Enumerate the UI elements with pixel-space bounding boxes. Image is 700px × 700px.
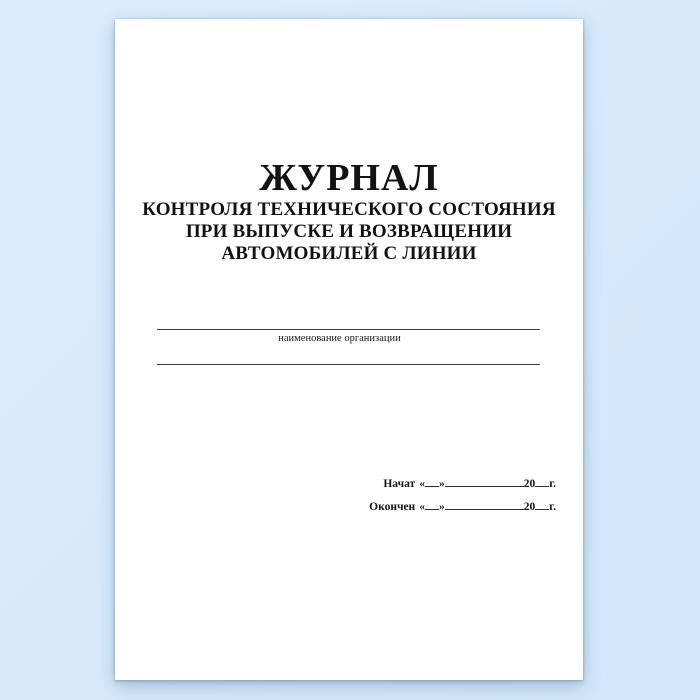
date-row-finished bbox=[369, 500, 556, 514]
journal-title: ЖУРНАЛ bbox=[259, 157, 439, 199]
date-fields-block bbox=[369, 477, 556, 523]
started-label: Начат bbox=[383, 478, 416, 490]
organization-second-blank-line bbox=[157, 364, 540, 365]
document-cover-page bbox=[115, 19, 583, 680]
started-month-blank bbox=[445, 486, 524, 487]
date-row-started bbox=[369, 477, 556, 491]
finished-day-blank bbox=[425, 509, 439, 510]
finished-year-blank bbox=[535, 509, 549, 510]
finished-label: Окончен bbox=[369, 501, 416, 513]
journal-subtitle-line-3: АВТОМОБИЛЕЙ С ЛИНИИ bbox=[221, 243, 477, 264]
journal-subtitle bbox=[115, 199, 583, 265]
organization-name-blank-line bbox=[157, 329, 540, 330]
finished-year-suffix: г. bbox=[549, 501, 556, 513]
finished-year-prefix: 20 bbox=[523, 501, 536, 513]
finished-month-blank bbox=[445, 509, 524, 510]
title-block bbox=[115, 157, 583, 265]
journal-subtitle-line-1: КОНТРОЛЯ ТЕХНИЧЕСКОГО СОСТОЯНИЯ bbox=[142, 199, 556, 220]
started-quote-close: » bbox=[438, 478, 445, 490]
started-year-suffix: г. bbox=[549, 478, 556, 490]
started-year-blank bbox=[535, 486, 549, 487]
started-quote-open: « bbox=[419, 478, 425, 490]
journal-subtitle-line-2: ПРИ ВЫПУСКЕ И ВОЗВРАЩЕНИИ bbox=[185, 221, 513, 242]
finished-quote-close: » bbox=[438, 501, 445, 513]
started-year-prefix: 20 bbox=[523, 478, 536, 490]
organization-caption: наименование организации bbox=[278, 333, 401, 344]
finished-quote-open: « bbox=[419, 501, 425, 513]
started-day-blank bbox=[425, 486, 439, 487]
